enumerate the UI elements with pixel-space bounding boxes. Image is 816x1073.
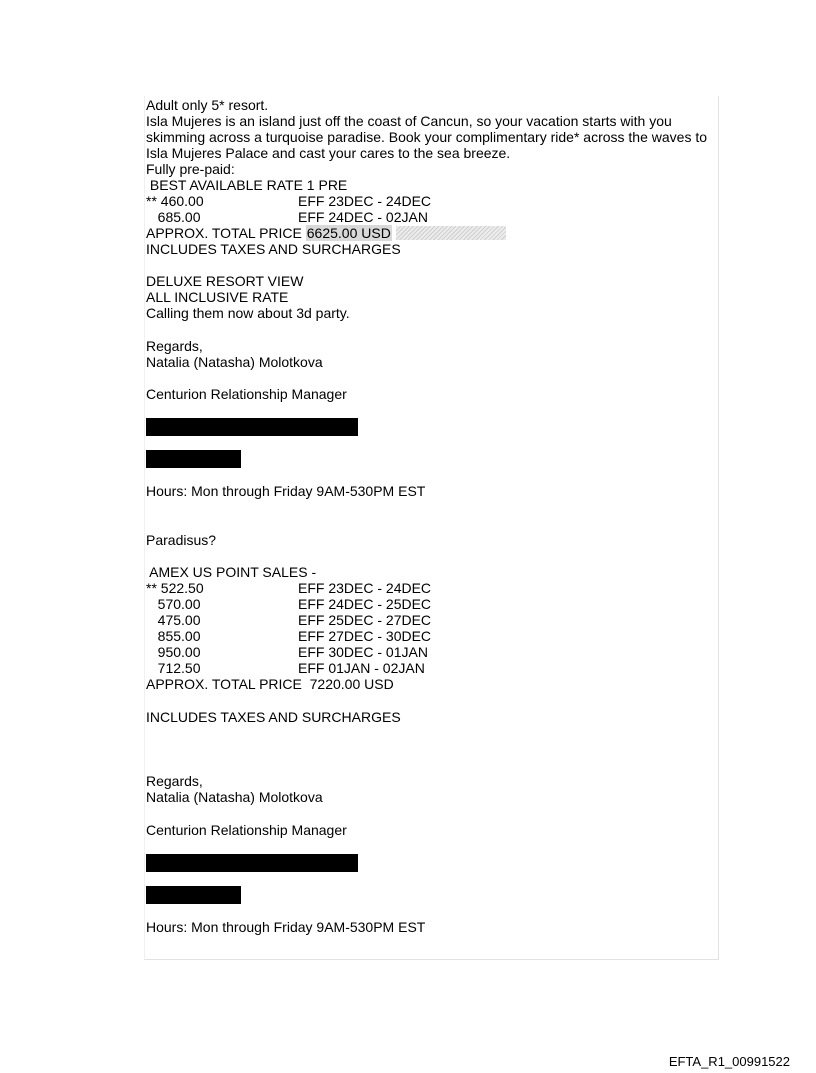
quote1-rate-type: ALL INCLUSIVE RATE <box>146 289 289 305</box>
signature1-title: Centurion Relationship Manager <box>146 386 347 402</box>
document-id: EFTA_R1_00991522 <box>668 1054 790 1069</box>
quote2-row-eff: EFF 23DEC - 24DEC <box>298 580 432 596</box>
quote1-room-type: DELUXE RESORT VIEW <box>146 273 304 289</box>
quote2-row-amount: 475.00 <box>146 612 201 628</box>
quote1-row-amount: ** 460.00 <box>146 193 204 209</box>
resort-type-line: Adult only 5* resort. <box>146 97 269 113</box>
redaction-bar <box>146 418 358 436</box>
quote1-total-value: 6625.00 USD <box>306 225 391 241</box>
resort-description: Isla Mujeres is an island just off the coast of Cancun, so your vacation starts with you skimming across a turquoise paradise. Book your complimentary ride* across the waves to Isla Mujeres Palace and cast your cares to the sea breeze. <box>146 113 708 161</box>
signature2-hours: Hours: Mon through Friday 9AM-530PM EST <box>146 919 426 935</box>
quote2-row-eff: EFF 01JAN - 02JAN <box>298 660 425 676</box>
signature1-hours: Hours: Mon through Friday 9AM-530PM EST <box>146 483 426 499</box>
quote2-row-eff: EFF 24DEC - 25DEC <box>298 596 432 612</box>
signature2-title: Centurion Relationship Manager <box>146 822 347 838</box>
question-line: Paradisus? <box>146 532 217 548</box>
signature2-regards: Regards, <box>146 773 203 789</box>
quote2-row-amount: 855.00 <box>146 628 201 644</box>
quote2-row-eff: EFF 27DEC - 30DEC <box>298 628 432 644</box>
redaction-bar <box>146 450 241 468</box>
quote1-note: Calling them now about 3d party. <box>146 305 350 321</box>
quote1-includes: INCLUDES TAXES AND SURCHARGES <box>146 241 401 257</box>
quote2-row-eff: EFF 30DEC - 01JAN <box>298 644 428 660</box>
quote1-row-amount: 685.00 <box>146 209 201 225</box>
quote2-total: APPROX. TOTAL PRICE 7220.00 USD <box>146 676 394 692</box>
quote2-row-amount: ** 522.50 <box>146 580 204 596</box>
quote2-row-amount: 950.00 <box>146 644 201 660</box>
signature1-name: Natalia (Natasha) Molotkova <box>146 354 323 370</box>
redaction-hatch <box>396 226 506 240</box>
signature1-regards: Regards, <box>146 338 203 354</box>
quote1-rate-header: BEST AVAILABLE RATE 1 PRE <box>146 177 348 193</box>
quote2-rate-header: AMEX US POINT SALES - <box>146 564 317 580</box>
quote2-row-eff: EFF 25DEC - 27DEC <box>298 612 432 628</box>
prepaid-line: Fully pre-paid: <box>146 161 235 177</box>
quote2-row-amount: 570.00 <box>146 596 201 612</box>
signature2-name: Natalia (Natasha) Molotkova <box>146 789 323 805</box>
quote1-total-line <box>146 225 392 241</box>
redaction-bar <box>146 886 241 904</box>
quote1-row-eff: EFF 23DEC - 24DEC <box>298 193 432 209</box>
quote2-includes: INCLUDES TAXES AND SURCHARGES <box>146 709 401 725</box>
redaction-bar <box>146 854 358 872</box>
quote2-row-amount: 712.50 <box>146 660 201 676</box>
quote1-row-eff: EFF 24DEC - 02JAN <box>298 209 428 225</box>
quote1-total-label: APPROX. TOTAL PRICE <box>146 225 306 241</box>
